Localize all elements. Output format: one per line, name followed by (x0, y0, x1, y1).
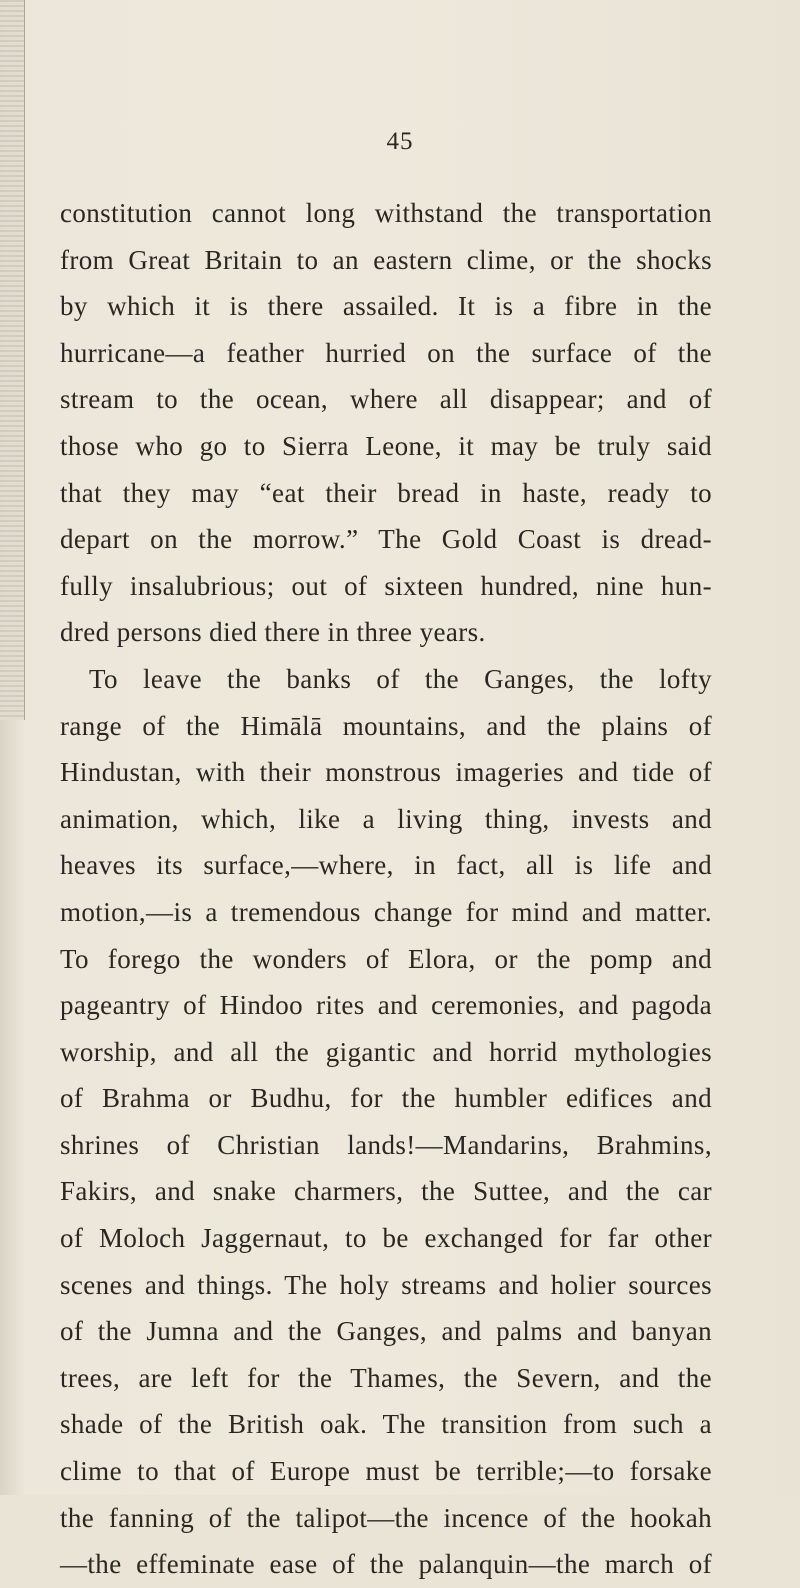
text-line: of Brahma or Budhu, for the humbler edifices and (60, 1083, 712, 1114)
text-line: the fanning of the talipot—the incence of the hookah (60, 1502, 712, 1533)
text-line: of the Jumna and the Ganges, and palms and banyan (60, 1316, 712, 1347)
text-line: dred persons died there in three years. (60, 617, 486, 648)
text-line: animation, which, like a living thing, invests and (60, 803, 712, 834)
text-line: stream to the ocean, where all disappear; and of (60, 384, 712, 415)
text-line: heaves its surface,—where, in fact, all is life and (60, 850, 712, 881)
text-line: To leave the banks of the Ganges, the lofty (89, 663, 712, 694)
text-line: pageantry of Hindoo rites and ceremonies, and pagoda (60, 990, 712, 1021)
text-line: by which it is there assailed. It is a fibre in the (60, 291, 712, 322)
body-text (60, 190, 712, 1588)
text-line: shrines of Christian lands!—Mandarins, Brahmins, (60, 1129, 712, 1160)
text-line: —the effeminate ease of the palanquin—the march of (60, 1549, 712, 1580)
text-line: from Great Britain to an eastern clime, or the shocks (60, 244, 712, 275)
text-line: fully insalubrious; out of sixteen hundred, nine hun- (60, 570, 712, 601)
text-line: clime to that of Europe must be terrible;—to forsake (60, 1456, 712, 1487)
text-line: of Moloch Jaggernaut, to be exchanged for far other (60, 1223, 712, 1254)
text-line: shade of the British oak. The transition from such a (60, 1409, 712, 1440)
text-line: Fakirs, and snake charmers, the Suttee, and the car (60, 1176, 712, 1207)
page-number: 45 (386, 128, 414, 155)
text-line: depart on the morrow.” The Gold Coast is dread- (60, 524, 712, 555)
text-line: range of the Himālā mountains, and the plains of (60, 710, 712, 741)
gutter-edge-line (24, 0, 25, 720)
text-line: that they may “eat their bread in haste, ready to (60, 477, 712, 508)
text-line: those who go to Sierra Leone, it may be truly said (60, 430, 712, 461)
binding-gutter (0, 0, 24, 720)
text-line: To forego the wonders of Elora, or the pomp and (60, 943, 712, 974)
text-line: scenes and things. The holy streams and holier sources (60, 1269, 712, 1300)
text-line: hurricane—a feather hurried on the surface of the (60, 337, 712, 368)
text-line: constitution cannot long withstand the transportation (60, 198, 712, 228)
text-line: worship, and all the gigantic and horrid mythologies (60, 1036, 712, 1067)
text-line: motion,—is a tremendous change for mind and matter. (60, 896, 712, 927)
text-line: trees, are left for the Thames, the Severn, and the (60, 1362, 712, 1393)
text-line: Hindustan, with their monstrous imageries and tide of (60, 757, 712, 788)
